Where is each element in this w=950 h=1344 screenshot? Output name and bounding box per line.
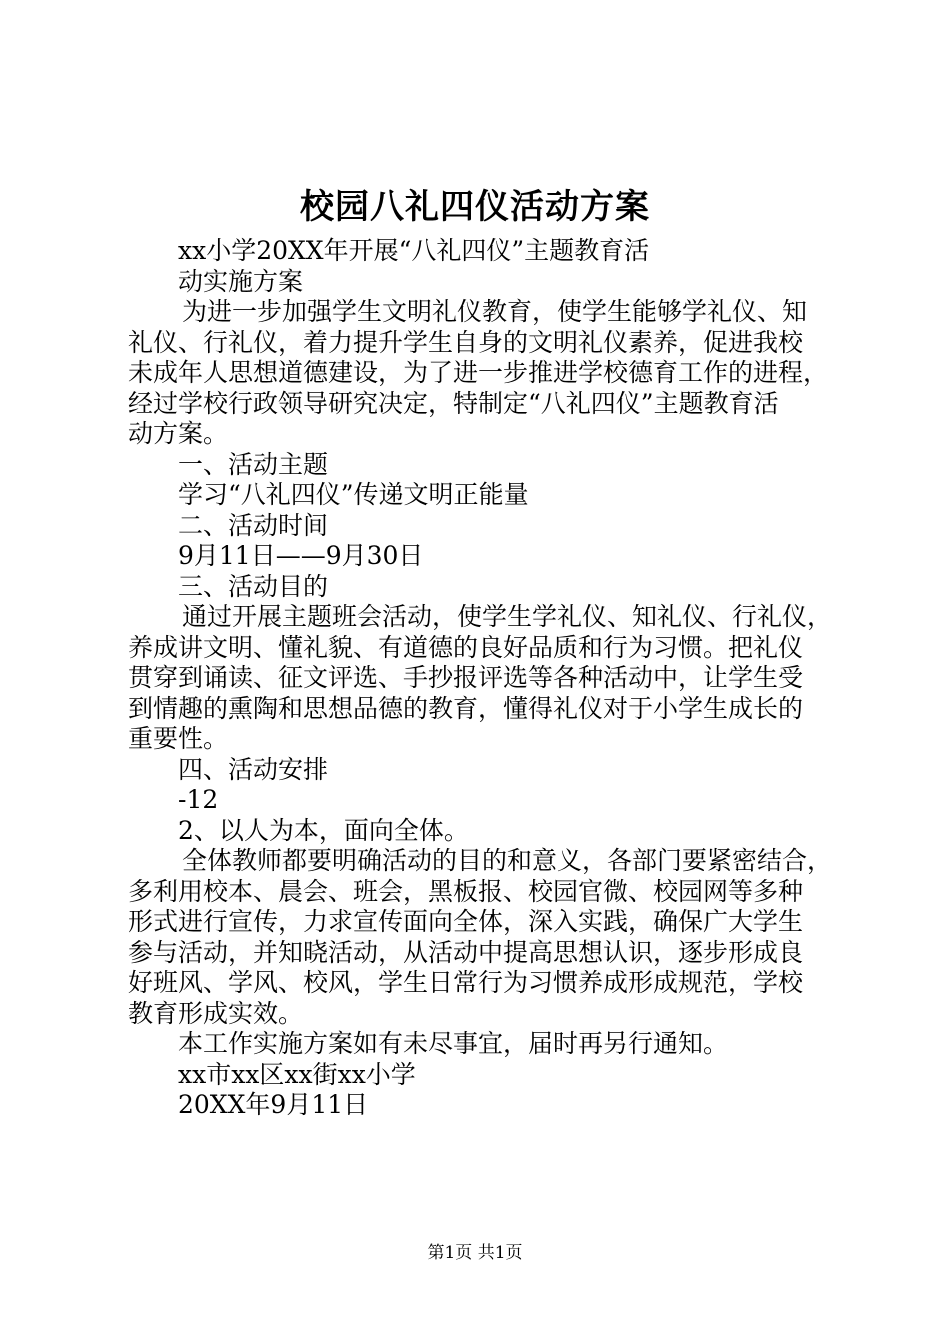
document-body: [128, 236, 833, 1121]
paragraph-line: 参与活动，并知晓活动，从活动中提高思想认识，逐步形成良: [128, 937, 804, 967]
section-heading: 三、活动目的: [178, 571, 329, 601]
paragraph-line: 形式进行宣传，力求宣传面向全体，深入实践，确保广大学生: [128, 907, 804, 936]
paragraph-line: -12: [178, 785, 219, 814]
paragraph-line: 通过开展主题班会活动，使学生学礼仪、知礼仪、行礼仪，: [182, 602, 833, 631]
paragraph-line: 教育形成实效。: [128, 998, 304, 1028]
signature-line: xx市xx区xx街xx小学: [178, 1059, 416, 1089]
paragraph-line: 9月11日——9月30日: [178, 541, 424, 570]
page-footer: 第1页 共1页: [427, 1243, 523, 1263]
paragraph-line: 到情趣的熏陶和思想品德的教育，懂得礼仪对于小学生成长的: [128, 693, 804, 723]
paragraph-line: 多利用校本、晨会、班会，黑板报、校园官微、校园网等多种: [128, 876, 804, 906]
date-line: 20XX年9月11日: [178, 1090, 369, 1119]
paragraph-line: 动方案。: [128, 419, 229, 448]
paragraph-line: 礼仪、行礼仪，着力提升学生自身的文明礼仪素养，促进我校: [128, 327, 804, 357]
paragraph-line: 本工作实施方案如有未尽事宜，届时再另行通知。: [178, 1029, 729, 1058]
section-heading: 一、活动主题: [178, 449, 329, 479]
paragraph-line: 养成讲文明、懂礼貌、有道德的良好品质和行为习惯。把礼仪: [128, 632, 804, 662]
paragraph-line: 全体教师都要明确活动的目的和意义，各部门要紧密结合，: [182, 846, 833, 875]
paragraph-line: xx小学20XX年开展“八礼四仪”主题教育活: [178, 236, 650, 265]
paragraph-line: 好班风、学风、校风，学生日常行为习惯养成形成规范，学校: [128, 968, 804, 997]
section-heading: 二、活动时间: [178, 510, 329, 540]
paragraph-line: 为进一步加强学生文明礼仪教育，使学生能够学礼仪、知: [182, 297, 808, 326]
paragraph-line: 学习“八礼四仪”传递文明正能量: [178, 480, 529, 509]
paragraph-line: 经过学校行政领导研究决定，特制定“八礼四仪”主题教育活: [128, 388, 779, 418]
paragraph-line: 贯穿到诵读、征文评选、手抄报评选等各种活动中，让学生受: [128, 663, 804, 692]
paragraph-line: 2、以人为本，面向全体。: [178, 815, 469, 845]
paragraph-line: 未成年人思想道德建设，为了进一步推进学校德育工作的进程，: [128, 358, 829, 387]
paragraph-line: 动实施方案: [178, 266, 304, 296]
paragraph-line: 重要性。: [128, 724, 229, 753]
document-title: 校园八礼四仪活动方案: [300, 187, 650, 227]
section-heading: 四、活动安排: [178, 754, 329, 784]
